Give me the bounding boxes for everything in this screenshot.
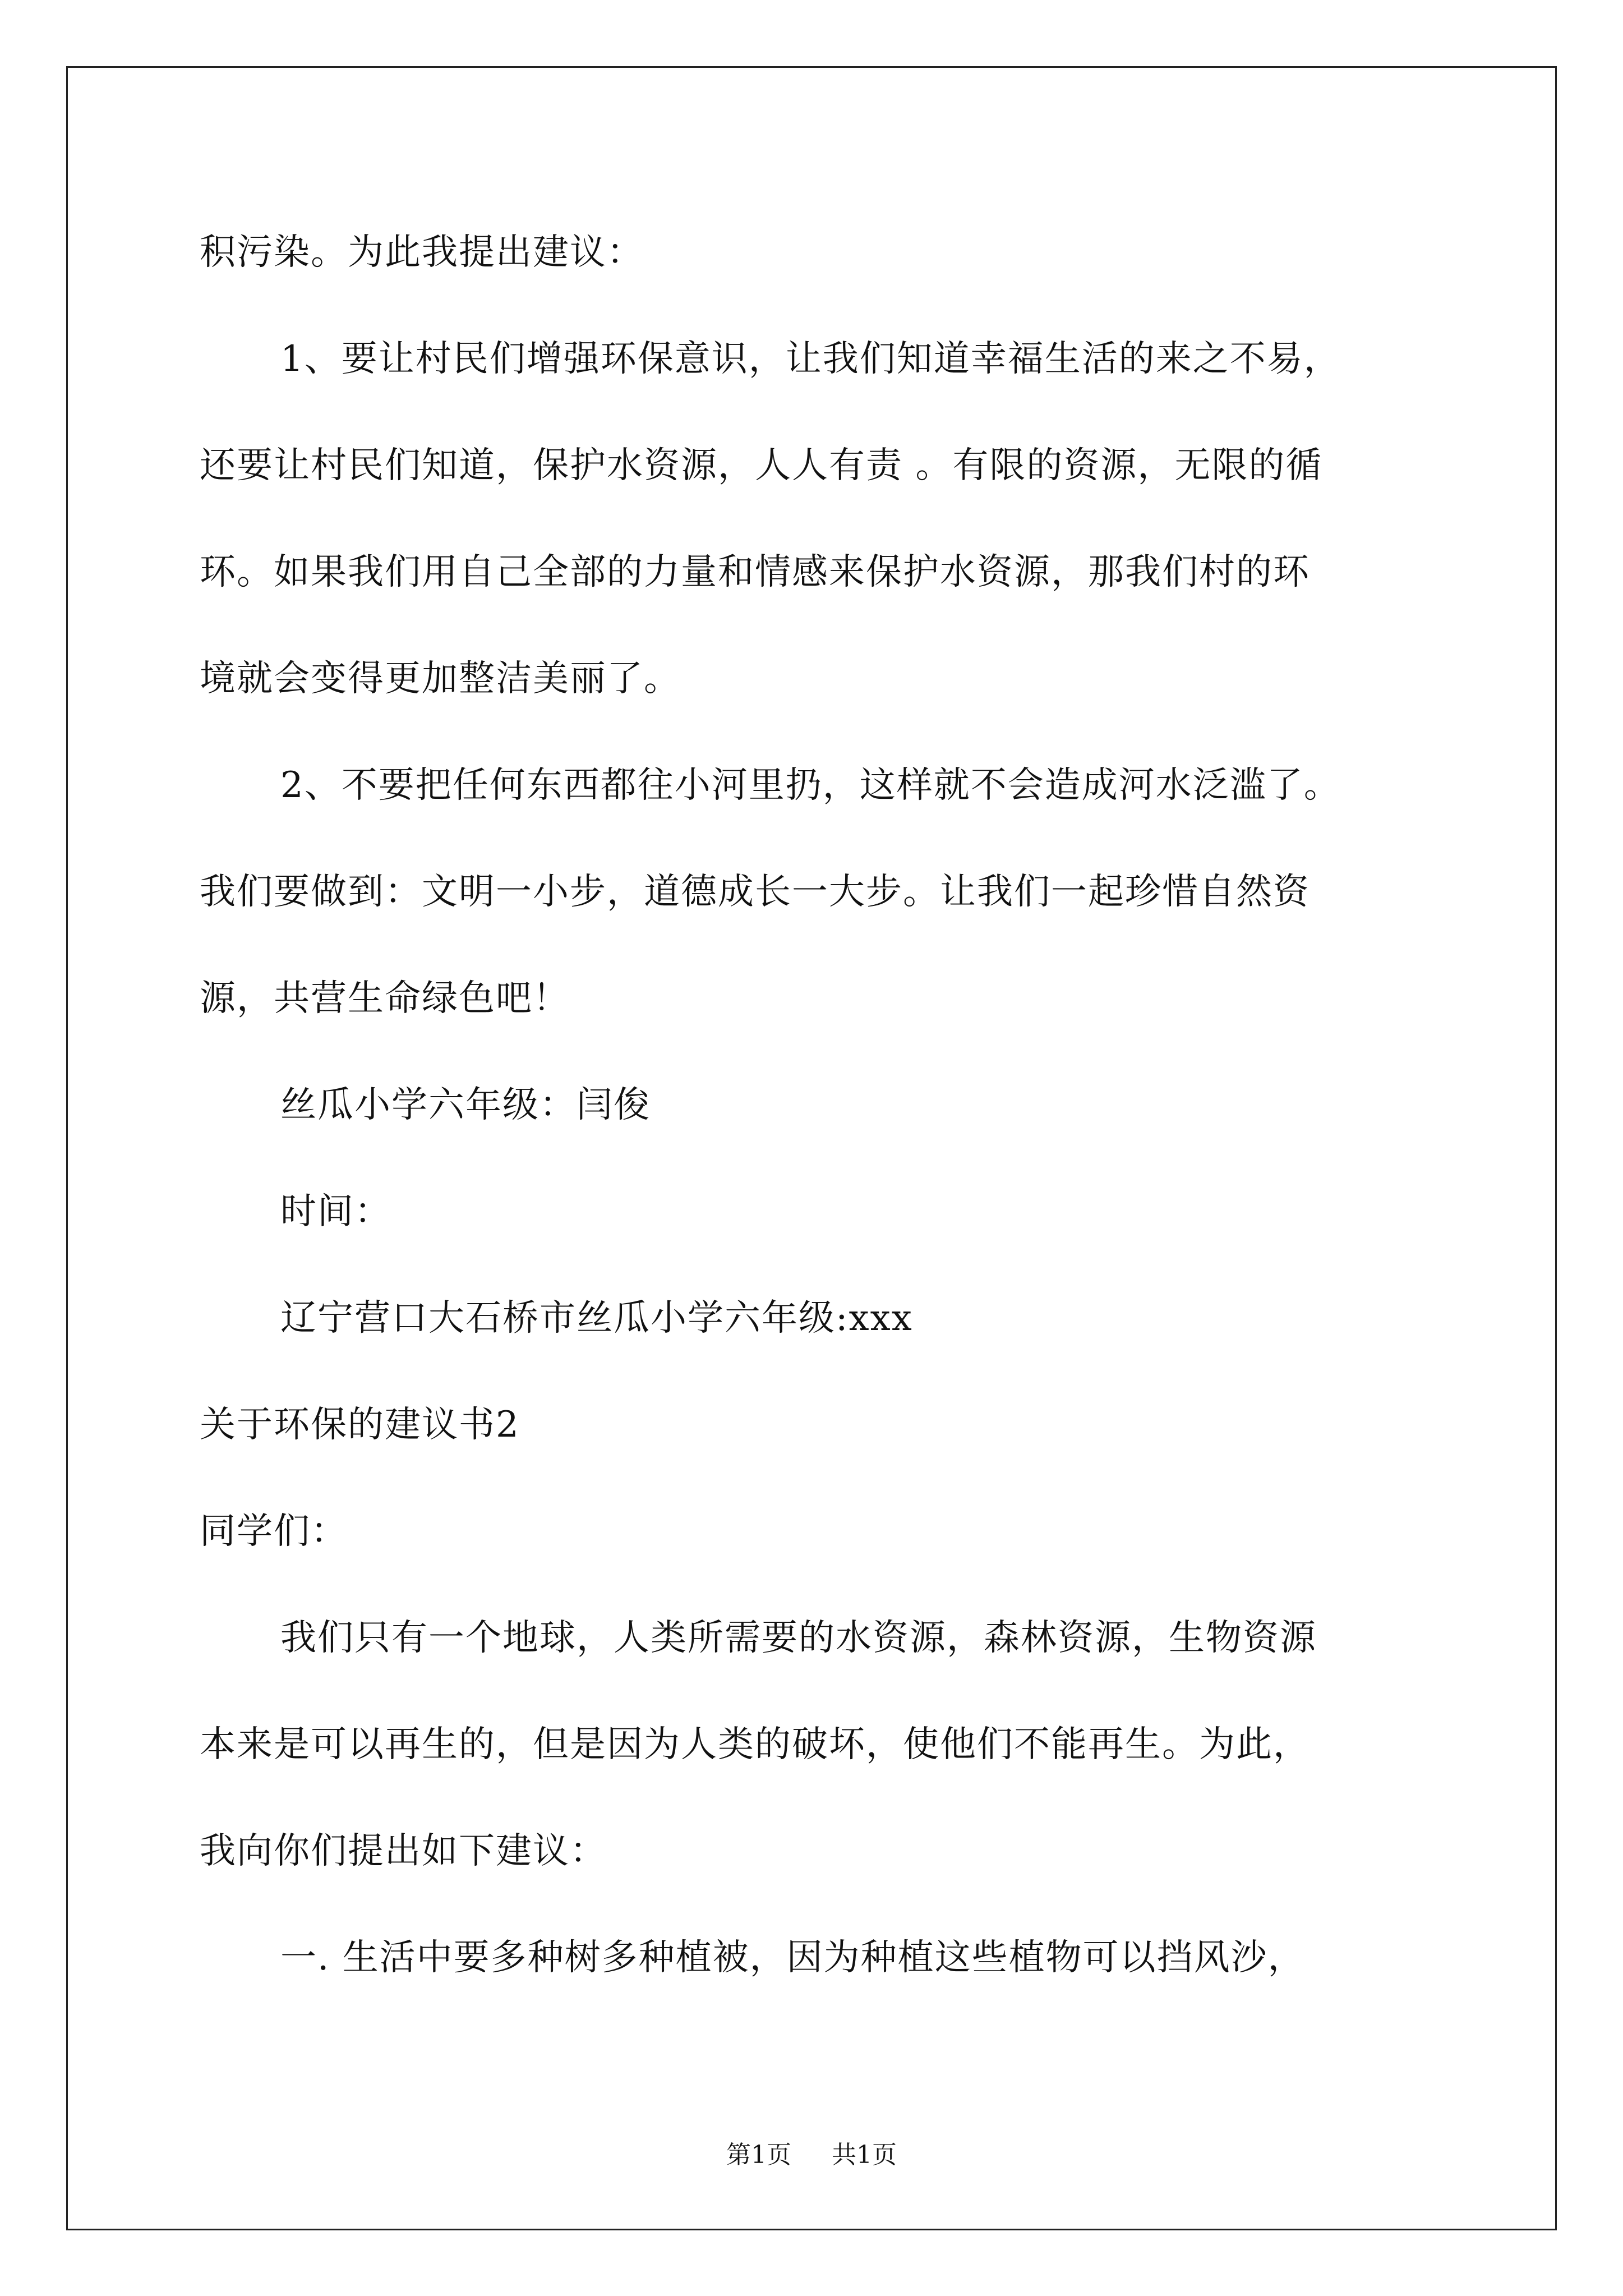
- address-line: 辽宁营口大石桥市丝瓜小学六年级:xxx: [280, 1297, 913, 1339]
- text-line: 积污染。为此我提出建议：: [200, 232, 644, 273]
- text-line: 我们只有一个地球，人类所需要的水资源，森林资源，生物资源: [280, 1617, 1317, 1659]
- salutation: 同学们：: [200, 1511, 348, 1552]
- date-line: 时间：: [280, 1191, 391, 1232]
- text-line: 源，共营生命绿色吧！: [200, 978, 570, 1019]
- text-line: 1、要让村民们增强环保意识，让我们知道幸福生活的来之不易，: [280, 338, 1341, 380]
- text-line: 环。如果我们用自己全部的力量和情感来保护水资源，那我们村的环: [200, 551, 1310, 593]
- text-line: 境就会变得更加整洁美丽了。: [200, 658, 681, 700]
- signature-line: 丝瓜小学六年级：闫俊: [280, 1084, 651, 1126]
- text-line: 2、不要把任何东西都往小河里扔，这样就不会造成河水泛滥了。: [280, 765, 1341, 806]
- text-line: 本来是可以再生的，但是因为人类的破坏，使他们不能再生。为此，: [200, 1724, 1310, 1765]
- text-line: 一. 生活中要多种树多种植被，因为种植这些植物可以挡风沙，: [280, 1937, 1305, 1978]
- text-line: 我向你们提出如下建议：: [200, 1830, 607, 1872]
- text-line: 我们要做到：文明一小步，道德成长一大步。让我们一起珍惜自然资: [200, 871, 1310, 913]
- section-title: 关于环保的建议书2: [200, 1404, 520, 1446]
- page-total: 共1页: [832, 2141, 897, 2169]
- page-border: [66, 66, 1557, 2230]
- page-footer: [0, 2143, 1623, 2168]
- text-line: 还要让村民们知道，保护水资源，人人有责 。有限的资源，无限的循: [200, 445, 1323, 486]
- page-number: 第1页: [726, 2141, 791, 2169]
